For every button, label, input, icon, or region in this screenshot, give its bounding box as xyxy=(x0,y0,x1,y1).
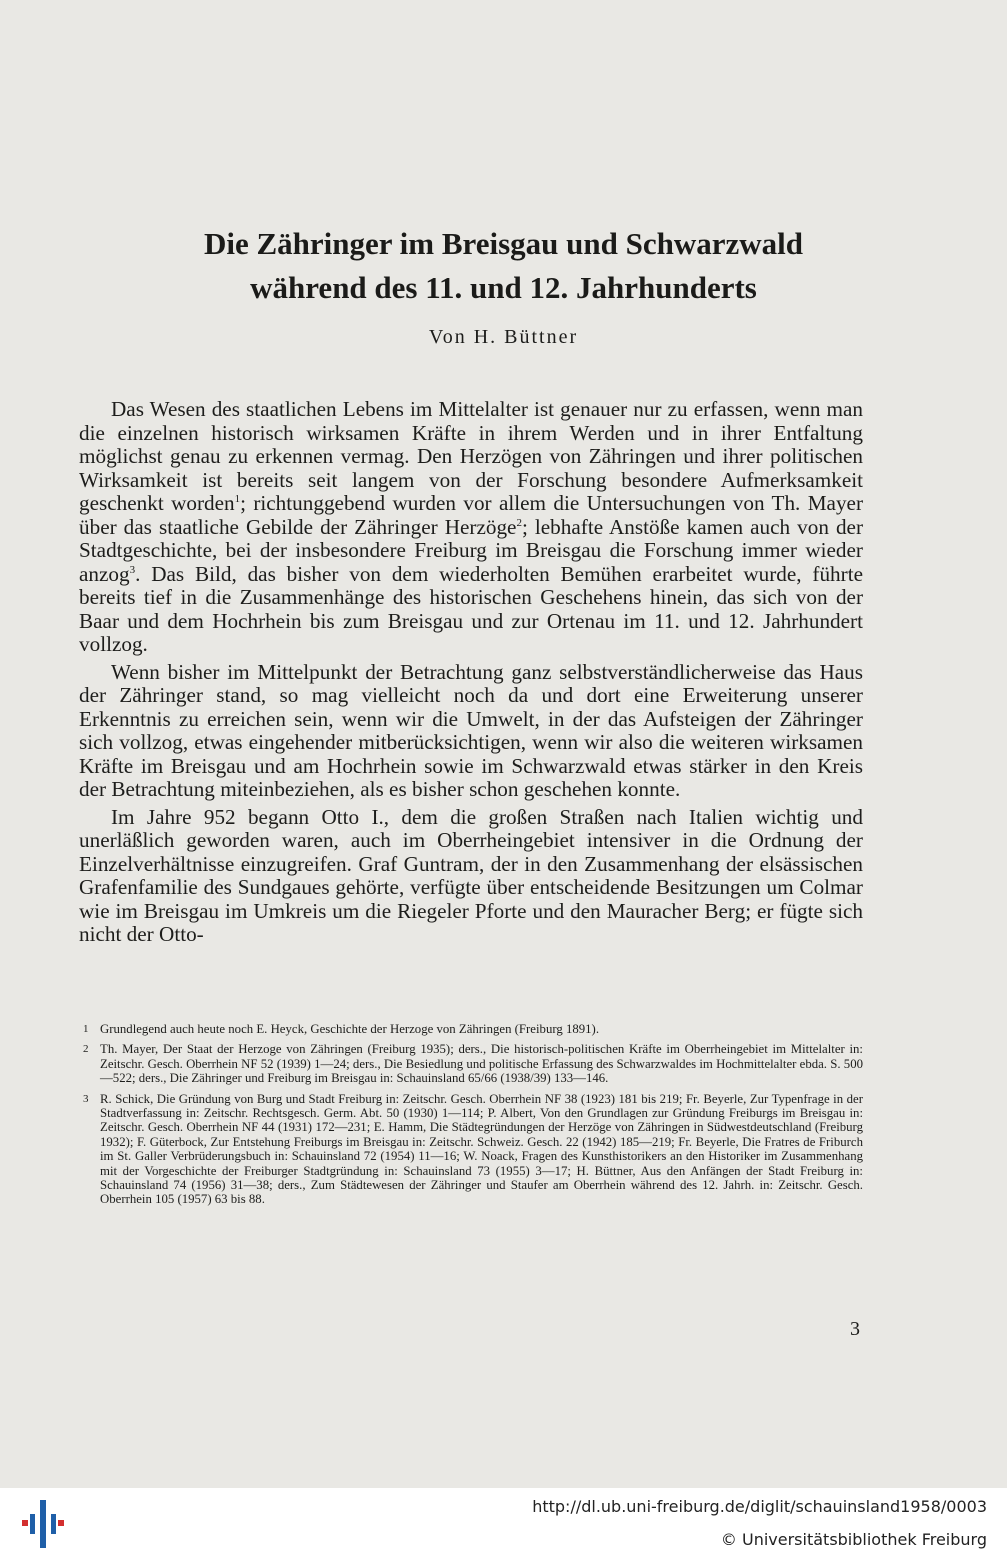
library-logo-icon xyxy=(22,1500,64,1548)
title-line-2: während des 11. und 12. Jahrhunderts xyxy=(250,270,757,305)
footnote xyxy=(79,1042,863,1085)
footnote xyxy=(79,1092,863,1207)
footnote-text: Th. Mayer, Der Staat der Herzoge von Zähringen (Freiburg 1935); ders., Die historisch-politischen Kräfte im Oberrheingebiet im Mittelalter in: Zeitschr. Gesch. Oberrhein NF 52 (1939) 1—24; ders., Die Besiedlung und politische Erfassung des Schwarzwaldes im Hochmittelalter ebda. S. 500—522; ders., Die Zähringer und Freiburg im Breisgau in: Schauinsland 65/66 (1938/39) 133—146. xyxy=(100,1042,863,1086)
footnote-ref-1[interactable]: 1 xyxy=(234,492,241,505)
paragraph-2: Wenn bisher im Mittelpunkt der Betrachtung ganz selbstverständlicherweise das Haus der Zähringer stand, so mag vielleicht noch da und dort eine Erweiterung unserer Erkenntnis zu erreichen sein, wenn wir die Umwelt, in der das Aufsteigen der Zähringer sich vollzog, etwas eingehender mitberücksichtigen, wenn wir also die weiteren wirksamen Kräfte im Breisgau und am Hochrhein sowie im Schwarzwald etwas stärker in den Kreis der Betrachtung miteinbeziehen, als es bisher schon geschehen konnte. xyxy=(79,659,863,801)
paragraph-3: Im Jahre 952 begann Otto I., dem die großen Straßen nach Italien wichtig und unerläßlich geworden waren, auch im Oberrheingebiet intensiver in die Ordnung der Einzelverhältnisse einzugreifen. Graf Guntram, der in den Zusammenhang der elsässischen Grafenfamilie des Sundgaues gehörte, verfügte über entscheidende Besitzungen um Colmar wie im Breisgau im Umkreis um die Riegeler Pforte und den Mauracher Berg; er fügte sich nicht der Otto- xyxy=(79,804,863,946)
paragraph-1: Das Wesen des staatlichen Lebens im Mittelalter ist genauer nur zu erfassen, wenn man die einzelnen historisch wirksamen Kräfte in ihrem Werden und in ihrer Entfaltung möglichst genau zu erkennen vermag. Den Herzögen von Zähringen und ihrer politischen Wirksamkeit ist bereits seit langem von der Forschung besondere Aufmerksamkeit geschenkt worden$^1$; richtunggebend wurden vor allem die Untersuchungen von Th. Mayer über das staatliche Gebilde der Zähringer Herzöge$^2$; lebhafte Anstöße kamen auch von der Stadtgeschichte, bei der insbesondere Freiburg im Breisgau die Forschung immer wieder anzog$^3$. Das Bild, das bisher von dem wiederholten Bemühen erarbeitet wurde, führte bereits tief in die Zusammenhänge des historischen Geschehens hinein, das sich von der Baar und dem Hochrhein bis zum Breisgau und zur Ortenau im 11. und 12. Jahrhundert vollzog. xyxy=(79,397,863,656)
footnote-number: 2 xyxy=(83,1043,89,1056)
permalink-url[interactable]: http://dl.ub.uni-freiburg.de/diglit/schauinsland1958/0003 xyxy=(532,1497,987,1516)
footnote-ref-2[interactable]: 2 xyxy=(516,516,522,529)
copyright-notice: © Universitätsbibliothek Freiburg xyxy=(720,1530,987,1549)
article-body xyxy=(79,398,863,951)
footnote-text: R. Schick, Die Gründung von Burg und Stadt Freiburg in: Zeitschr. Gesch. Oberrhein NF 38 (1923) 181 bis 219; Fr. Beyerle, Zur Typenfrage in der Stadtverfassung in: Zeitschr. Rechtsgesch. Germ. Abt. 50 (1930) 1—114; P. Albert, Von den Grundlagen zur Gründung Freiburgs im Breisgau in: Zeitschr. Gesch. Oberrhein NF 44 (1931) 172—231; E. Hamm, Die Städtegründungen der Herzöge von Zähringen in Südwestdeutschland (Freiburg 1932); F. Güterbock, Zur Entstehung Freiburgs im Breisgau in: Zeitschr. Schweiz. Gesch. 22 (1942) 185—219; Fr. Beyerle, Die Fratres de Friburch im St. Galler Verbrüderungsbuch in: Schauinsland 72 (1954) 11—16; W. Noack, Fragen des Kunsthistorikers an den Historiker im Zusammenhang mit der Vorgeschichte der Freiburger Stadtgründung in: Schauinsland 73 (1955) 3—17; H. Büttner, Aus den Anfängen der Stadt Freiburg in: Schauinsland 74 (1956) 31—38; ders., Zum Städtewesen der Zähringer und Staufer am Oberrhein während des 12. Jahrh. in: Zeitschr. Gesch. Oberrhein 105 (1957) 63 bis 88. xyxy=(100,1091,863,1207)
title-line-1: Die Zähringer im Breisgau und Schwarzwald xyxy=(203,226,804,261)
footnote-number: 1 xyxy=(83,1023,89,1035)
article-title xyxy=(70,222,937,310)
footnote-number: 3 xyxy=(83,1092,89,1105)
footnotes xyxy=(79,1022,863,1213)
author-byline: Von H. Büttner xyxy=(428,326,579,348)
footnote-ref-3[interactable]: 3 xyxy=(129,563,136,576)
page-number: 3 xyxy=(850,1318,860,1340)
footnote-text: Grundlegend auch heute noch E. Heyck, Geschichte der Herzoge von Zähringen (Freiburg 1891). xyxy=(100,1022,600,1036)
footnote xyxy=(79,1022,863,1036)
